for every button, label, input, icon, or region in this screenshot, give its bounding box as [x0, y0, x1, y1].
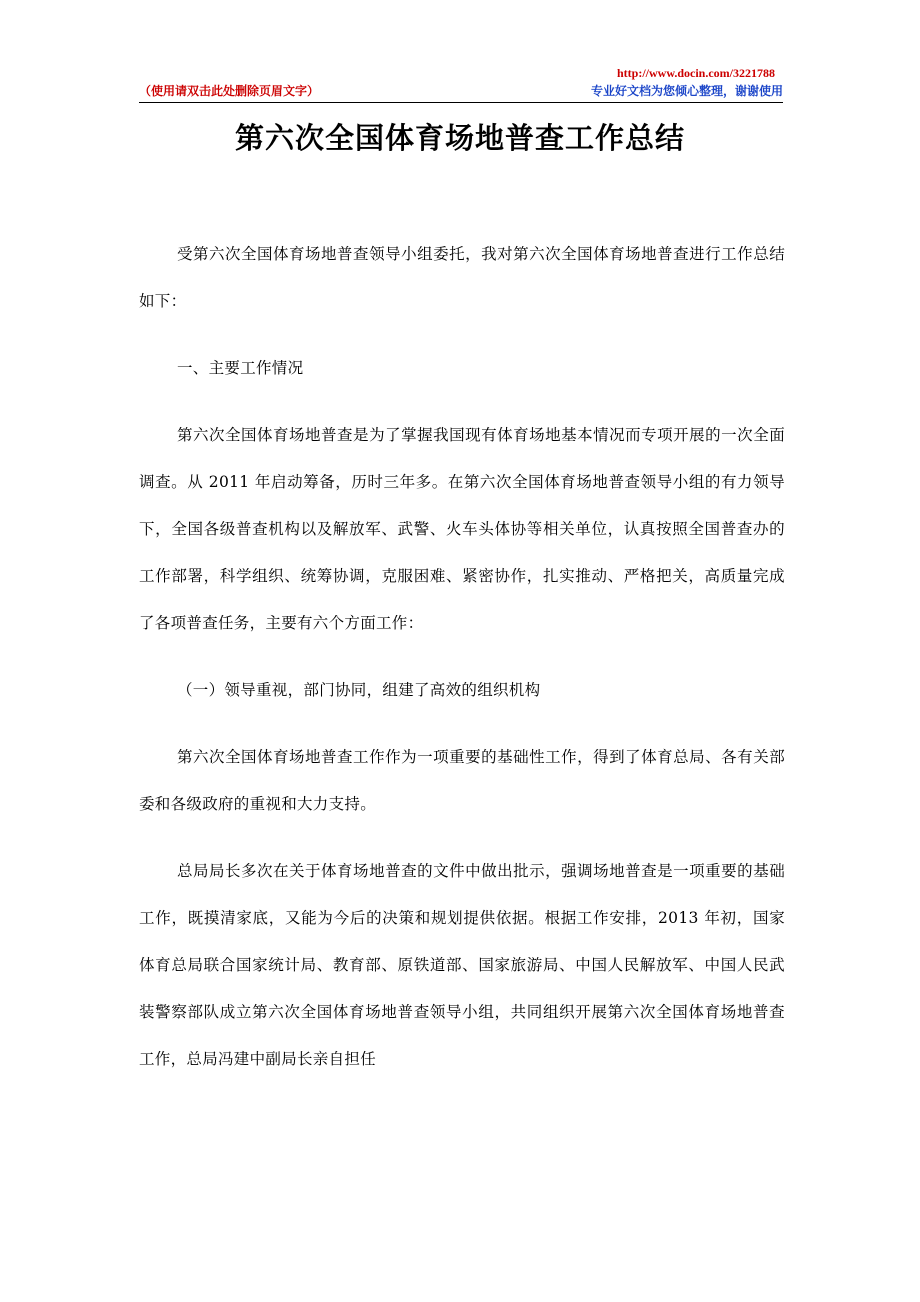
page-header — [139, 62, 783, 103]
paragraph-overview: 第六次全国体育场地普查是为了掌握我国现有体育场地基本情况而专项开展的一次全面调查。从 2011 年启动筹备，历时三年多。在第六次全国体育场地普查领导小组的有力领导下，全国各级普查机构以及解放军、武警、火车头体协等相关单位，认真按照全国普查办的工作部署，科学组织、统筹协调，克服困难、紧密协作，扎实推动、严格把关，高质量完成了各项普查任务，主要有六个方面工作： — [139, 426, 785, 632]
header-slogan: 专业好文档为您倾心整理，谢谢使用 — [590, 84, 783, 98]
document-title: 第六次全国体育场地普查工作总结 — [234, 121, 685, 155]
document-body — [139, 231, 785, 1103]
header-delete-note[interactable]: （使用请双击此处删除页眉文字） — [139, 84, 320, 98]
paragraph-leadership: 总局局长多次在关于体育场地普查的文件中做出批示，强调场地普查是一项重要的基础工作，既摸清家底，又能为今后的决策和规划提供依据。根据工作安排，2013 年初，国家体育总局联合国家统计局、教育部、原铁道部、国家旅游局、中国人民解放军、中国人民武装警察部队成立第六次全国体育场地普查领导小组，共同组织开展第六次全国体育场地普查工作，总局冯建中副局长亲自担任 — [139, 862, 785, 1068]
subsection-heading-organization: （一）领导重视，部门协同，组建了高效的组织机构 — [177, 681, 541, 699]
header-url-link[interactable]: http://www.docin.com/3221788 — [616, 66, 775, 80]
paragraph-intro: 受第六次全国体育场地普查领导小组委托，我对第六次全国体育场地普查进行工作总结如下： — [139, 245, 785, 310]
paragraph-support: 第六次全国体育场地普查工作作为一项重要的基础性工作，得到了体育总局、各有关部委和各级政府的重视和大力支持。 — [139, 748, 785, 813]
section-heading-main-work: 一、主要工作情况 — [177, 359, 304, 377]
